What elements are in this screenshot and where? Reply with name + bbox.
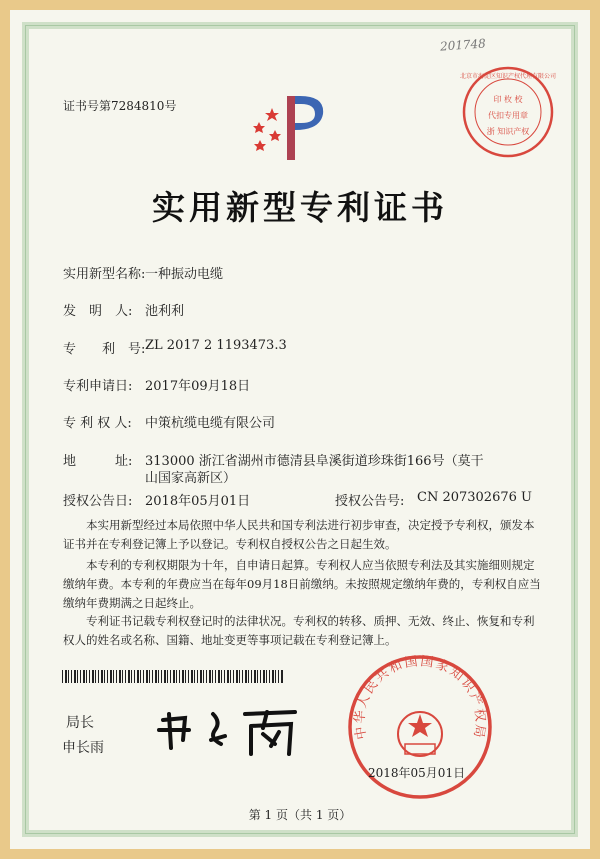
patent-office-logo — [245, 90, 345, 170]
address-label: 地 址: — [63, 454, 133, 469]
patent-number-value: ZL 2017 2 1193473.3 — [145, 338, 287, 353]
name-label: 实用新型名称: — [63, 267, 146, 282]
certificate-number: 证书号第7284810号 — [63, 99, 177, 113]
agency-stamp-ring-text: 北京市海淀区知识产权代理有限公司 — [459, 73, 557, 80]
inventor-label: 发 明 人: — [63, 304, 133, 319]
director-signature — [155, 700, 315, 760]
filing-date-label: 专利申请日: — [63, 379, 133, 394]
name-value: 一种振动电缆 — [145, 267, 224, 282]
barcode — [62, 670, 284, 683]
holder-label: 专 利 权 人: — [63, 416, 132, 431]
director-name: 申长雨 — [62, 740, 104, 756]
director-title: 局长 — [66, 715, 94, 731]
agency-stamp-line3: 浙 知识产权 — [486, 127, 530, 136]
paragraph-1: 本实用新型经过本局依照中华人民共和国专利法进行初步审查，决定授予专利权，颁发本证书并在专利登记簿上予以登记。专利权自授权公告之日起生效。 — [63, 518, 535, 551]
paragraph-3: 专利证书记载专利权登记时的法律状况。专利权的转移、质押、无效、终止、恢复和专利权人的姓名或名称、国籍、地址变更等事项记载在专利登记簿上。 — [63, 614, 535, 647]
holder-value: 中策杭缆电缆有限公司 — [145, 416, 276, 431]
national-seal-text: 中华人民共和国国家知识产权局 — [352, 654, 488, 741]
certificate-title: 实用新型专利证书 — [152, 188, 448, 227]
page-footer: 第 1 页（共 1 页） — [248, 808, 352, 822]
grant-number-value: CN 207302676 U — [417, 490, 532, 505]
paragraph-2: 本专利的专利权期限为十年，自申请日起算。专利权人应当依照专利法及其实施细则规定缴纳年费。本专利的年费应当在每年09月18日前缴纳。未按照规定缴纳年费的，专利权自应当缴纳年费期满之日起终止。 — [63, 558, 541, 610]
grant-number-label: 授权公告号: — [335, 494, 405, 509]
agency-stamp-line2: 代扣专用章 — [488, 111, 528, 120]
filing-date-value: 2017年09月18日 — [145, 379, 251, 394]
seal-date: 2018年05月01日 — [368, 766, 466, 780]
handwritten-number: 201748 — [439, 36, 487, 54]
inventor-value: 池利利 — [145, 304, 185, 319]
address-line-1: 313000 浙江省湖州市德清县阜溪街道珍珠街166号（莫干 — [145, 454, 484, 469]
address-line-2: 山国家高新区） — [145, 471, 237, 486]
agency-stamp-center-text: 印 枚 校 — [493, 95, 523, 104]
agency-stamp — [458, 62, 558, 162]
grant-date-value: 2018年05月01日 — [145, 494, 251, 509]
grant-date-label: 授权公告日: — [63, 494, 133, 509]
patent-number-label: 专 利 号: — [63, 342, 146, 357]
